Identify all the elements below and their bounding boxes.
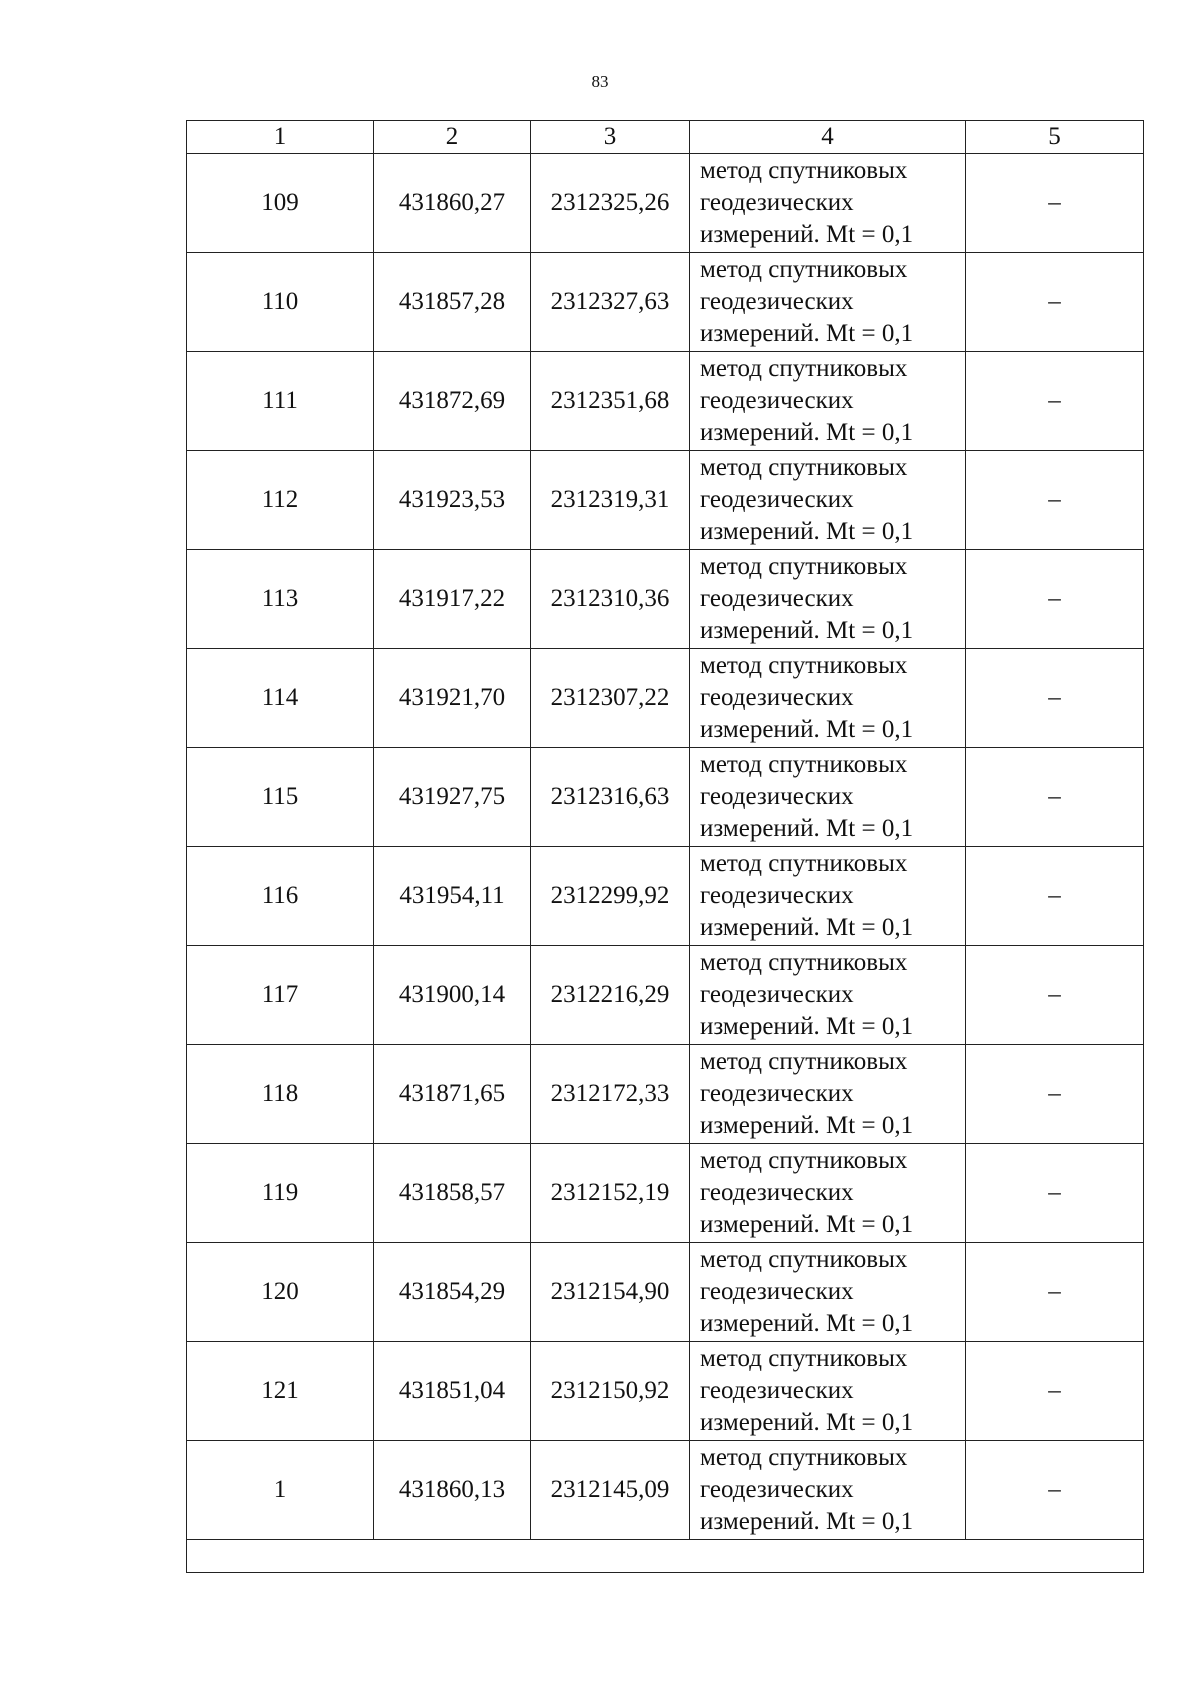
x-coordinate-cell: 431954,11 <box>374 847 531 946</box>
empty-footer-cell <box>187 1540 1144 1573</box>
method-line: метод спутниковых <box>700 1147 908 1174</box>
table-row <box>187 847 1144 946</box>
point-number-cell: 1 <box>187 1441 374 1540</box>
x-coordinate-cell: 431858,57 <box>374 1144 531 1243</box>
method-line: измерений. Mt = 0,1 <box>700 1310 914 1337</box>
coordinates-table <box>186 120 1144 1573</box>
x-coordinate-cell: 431854,29 <box>374 1243 531 1342</box>
table-row <box>187 1342 1144 1441</box>
table-row <box>187 550 1144 649</box>
header-cell: 2 <box>374 121 531 154</box>
page-number: 83 <box>591 72 609 91</box>
note-cell: – <box>966 352 1144 451</box>
method-line: метод спутниковых <box>700 850 908 877</box>
method-cell <box>690 748 966 847</box>
method-line: метод спутниковых <box>700 1246 908 1273</box>
point-number-cell: 113 <box>187 550 374 649</box>
y-coordinate-cell: 2312316,63 <box>531 748 690 847</box>
x-coordinate-cell: 431927,75 <box>374 748 531 847</box>
method-line: метод спутниковых <box>700 553 908 580</box>
method-line: геодезических <box>700 1278 854 1305</box>
point-number-cell: 115 <box>187 748 374 847</box>
point-number-cell: 120 <box>187 1243 374 1342</box>
table-row <box>187 1441 1144 1540</box>
x-coordinate-cell: 431917,22 <box>374 550 531 649</box>
point-number-cell: 116 <box>187 847 374 946</box>
method-line: геодезических <box>700 981 854 1008</box>
note-cell: – <box>966 748 1144 847</box>
y-coordinate-cell: 2312307,22 <box>531 649 690 748</box>
method-cell <box>690 649 966 748</box>
y-coordinate-cell: 2312351,68 <box>531 352 690 451</box>
method-line: метод спутниковых <box>700 454 908 481</box>
method-line: геодезических <box>700 1080 854 1107</box>
x-coordinate-cell: 431871,65 <box>374 1045 531 1144</box>
y-coordinate-cell: 2312145,09 <box>531 1441 690 1540</box>
note-cell: – <box>966 1144 1144 1243</box>
note-cell: – <box>966 1342 1144 1441</box>
method-line: метод спутниковых <box>700 1048 908 1075</box>
header-cell: 5 <box>966 121 1144 154</box>
table-row <box>187 1243 1144 1342</box>
method-cell <box>690 1243 966 1342</box>
method-line: метод спутниковых <box>700 949 908 976</box>
method-line: геодезических <box>700 684 854 711</box>
method-line: измерений. Mt = 0,1 <box>700 1112 914 1139</box>
x-coordinate-cell: 431851,04 <box>374 1342 531 1441</box>
table-row <box>187 451 1144 550</box>
method-line: измерений. Mt = 0,1 <box>700 1211 914 1238</box>
method-cell <box>690 1045 966 1144</box>
method-line: геодезических <box>700 387 854 414</box>
note-cell: – <box>966 1441 1144 1540</box>
method-line: измерений. Mt = 0,1 <box>700 914 914 941</box>
method-line: геодезических <box>700 1476 854 1503</box>
point-number-cell: 110 <box>187 253 374 352</box>
header-cell: 3 <box>531 121 690 154</box>
y-coordinate-cell: 2312150,92 <box>531 1342 690 1441</box>
y-coordinate-cell: 2312319,31 <box>531 451 690 550</box>
method-line: геодезических <box>700 486 854 513</box>
x-coordinate-cell: 431857,28 <box>374 253 531 352</box>
note-cell: – <box>966 946 1144 1045</box>
method-line: геодезических <box>700 1377 854 1404</box>
method-cell <box>690 1441 966 1540</box>
method-line: измерений. Mt = 0,1 <box>700 716 914 743</box>
point-number-cell: 118 <box>187 1045 374 1144</box>
note-cell: – <box>966 1243 1144 1342</box>
note-cell: – <box>966 154 1144 253</box>
y-coordinate-cell: 2312325,26 <box>531 154 690 253</box>
empty-footer-row <box>187 1540 1144 1573</box>
header-cell: 4 <box>690 121 966 154</box>
point-number-cell: 121 <box>187 1342 374 1441</box>
y-coordinate-cell: 2312154,90 <box>531 1243 690 1342</box>
note-cell: – <box>966 1045 1144 1144</box>
x-coordinate-cell: 431860,13 <box>374 1441 531 1540</box>
method-cell <box>690 946 966 1045</box>
method-line: измерений. Mt = 0,1 <box>700 1013 914 1040</box>
note-cell: – <box>966 649 1144 748</box>
method-line: метод спутниковых <box>700 1444 908 1471</box>
method-cell <box>690 1144 966 1243</box>
note-cell: – <box>966 847 1144 946</box>
header-row <box>187 121 1144 154</box>
y-coordinate-cell: 2312327,63 <box>531 253 690 352</box>
note-cell: – <box>966 253 1144 352</box>
x-coordinate-cell: 431872,69 <box>374 352 531 451</box>
point-number-cell: 111 <box>187 352 374 451</box>
x-coordinate-cell: 431860,27 <box>374 154 531 253</box>
method-cell <box>690 154 966 253</box>
y-coordinate-cell: 2312152,19 <box>531 1144 690 1243</box>
table-row <box>187 253 1144 352</box>
method-cell <box>690 847 966 946</box>
y-coordinate-cell: 2312299,92 <box>531 847 690 946</box>
y-coordinate-cell: 2312216,29 <box>531 946 690 1045</box>
table-row <box>187 1144 1144 1243</box>
point-number-cell: 114 <box>187 649 374 748</box>
table-row <box>187 1045 1144 1144</box>
method-line: геодезических <box>700 288 854 315</box>
method-line: измерений. Mt = 0,1 <box>700 815 914 842</box>
method-line: измерений. Mt = 0,1 <box>700 1508 914 1535</box>
point-number-cell: 117 <box>187 946 374 1045</box>
method-line: геодезических <box>700 189 854 216</box>
table-body <box>187 121 1144 1573</box>
method-line: измерений. Mt = 0,1 <box>700 617 914 644</box>
method-line: измерений. Mt = 0,1 <box>700 419 914 446</box>
method-line: метод спутниковых <box>700 652 908 679</box>
point-number-cell: 112 <box>187 451 374 550</box>
method-cell <box>690 352 966 451</box>
method-line: метод спутниковых <box>700 751 908 778</box>
method-line: метод спутниковых <box>700 1345 908 1372</box>
point-number-cell: 109 <box>187 154 374 253</box>
method-line: геодезических <box>700 585 854 612</box>
method-line: геодезических <box>700 1179 854 1206</box>
method-cell <box>690 451 966 550</box>
header-cell: 1 <box>187 121 374 154</box>
table-row <box>187 946 1144 1045</box>
method-line: геодезических <box>700 783 854 810</box>
method-cell <box>690 550 966 649</box>
method-line: измерений. Mt = 0,1 <box>700 1409 914 1436</box>
method-line: метод спутниковых <box>700 157 908 184</box>
table-row <box>187 154 1144 253</box>
note-cell: – <box>966 550 1144 649</box>
method-line: метод спутниковых <box>700 256 908 283</box>
method-line: измерений. Mt = 0,1 <box>700 518 914 545</box>
x-coordinate-cell: 431900,14 <box>374 946 531 1045</box>
y-coordinate-cell: 2312310,36 <box>531 550 690 649</box>
method-line: измерений. Mt = 0,1 <box>700 320 914 347</box>
table-row <box>187 748 1144 847</box>
table-row <box>187 649 1144 748</box>
note-cell: – <box>966 451 1144 550</box>
table-row <box>187 352 1144 451</box>
method-line: геодезических <box>700 882 854 909</box>
x-coordinate-cell: 431921,70 <box>374 649 531 748</box>
method-cell <box>690 253 966 352</box>
method-line: измерений. Mt = 0,1 <box>700 221 914 248</box>
method-line: метод спутниковых <box>700 355 908 382</box>
method-cell <box>690 1342 966 1441</box>
y-coordinate-cell: 2312172,33 <box>531 1045 690 1144</box>
x-coordinate-cell: 431923,53 <box>374 451 531 550</box>
point-number-cell: 119 <box>187 1144 374 1243</box>
